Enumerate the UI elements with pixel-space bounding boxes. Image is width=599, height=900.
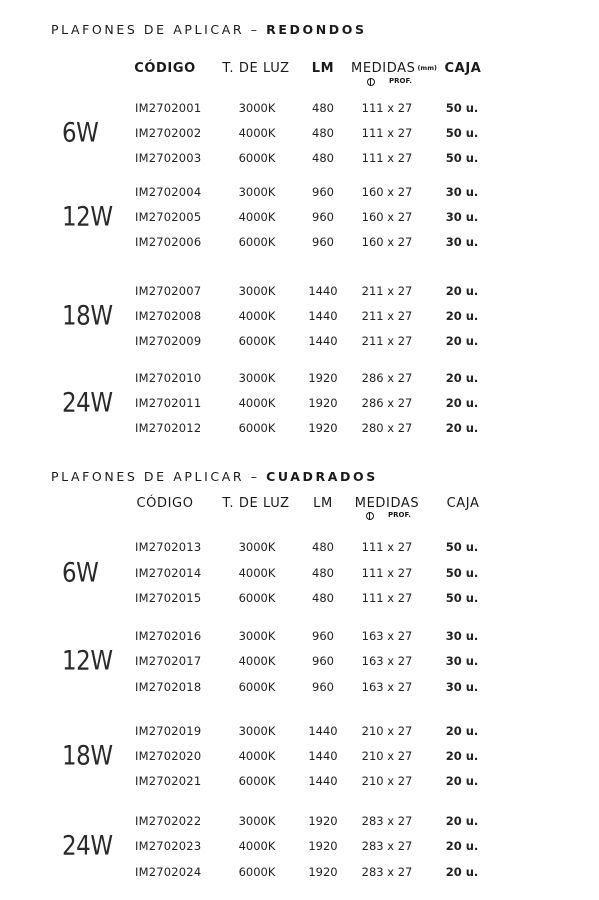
column-header-lm: LM <box>311 61 335 76</box>
dimensions: 210 x 27 <box>361 724 413 738</box>
dimensions: 111 x 27 <box>361 126 413 140</box>
lumens: 1920 <box>308 396 338 410</box>
dimensions: 283 x 27 <box>361 865 413 879</box>
product-code: IM2702010 <box>135 371 202 385</box>
section-title-prefix: PLAFONES DE APLICAR – <box>51 22 260 37</box>
color-temperature: 3000K <box>238 185 276 199</box>
product-code: IM2702006 <box>135 235 202 249</box>
column-header-caja: CAJA <box>444 61 482 76</box>
product-code: IM2702002 <box>135 126 202 140</box>
product-code: IM2702021 <box>135 774 202 788</box>
section-title <box>51 22 367 37</box>
box-quantity: 20 u. <box>445 309 479 323</box>
box-quantity: 30 u. <box>445 629 479 643</box>
product-code: IM2702015 <box>135 591 202 605</box>
box-quantity: 20 u. <box>445 724 479 738</box>
lumens: 960 <box>312 185 334 199</box>
box-quantity: 20 u. <box>445 371 479 385</box>
wattage-label: 24W <box>62 387 113 419</box>
lumens: 1440 <box>308 774 338 788</box>
box-quantity: 20 u. <box>445 839 479 853</box>
dimensions: 286 x 27 <box>361 371 413 385</box>
column-header-codigo: CÓDIGO <box>134 61 196 76</box>
product-code: IM2702009 <box>135 334 202 348</box>
lumens: 1440 <box>308 284 338 298</box>
color-temperature: 4000K <box>238 396 276 410</box>
color-temperature: 4000K <box>238 126 276 140</box>
product-code: IM2702003 <box>135 151 202 165</box>
box-quantity: 50 u. <box>445 101 479 115</box>
dimensions: 111 x 27 <box>361 151 413 165</box>
box-quantity: 30 u. <box>445 185 479 199</box>
dimensions: 280 x 27 <box>361 421 413 435</box>
lumens: 960 <box>312 680 334 694</box>
product-code: IM2702020 <box>135 749 202 763</box>
product-code: IM2702014 <box>135 566 202 580</box>
product-code: IM2702005 <box>135 210 202 224</box>
wattage-label: 12W <box>62 201 113 233</box>
lumens: 960 <box>312 629 334 643</box>
lumens: 1920 <box>308 865 338 879</box>
color-temperature: 4000K <box>238 566 276 580</box>
box-quantity: 20 u. <box>445 284 479 298</box>
lumens: 1920 <box>308 839 338 853</box>
dimensions: 163 x 27 <box>361 629 413 643</box>
color-temperature: 6000K <box>238 774 276 788</box>
product-code: IM2702017 <box>135 654 202 668</box>
product-code: IM2702008 <box>135 309 202 323</box>
lumens: 480 <box>312 151 334 165</box>
dimensions: 163 x 27 <box>361 654 413 668</box>
column-header-caja: CAJA <box>446 496 480 511</box>
color-temperature: 3000K <box>238 371 276 385</box>
dimensions: 283 x 27 <box>361 839 413 853</box>
box-quantity: 20 u. <box>445 334 479 348</box>
product-code: IM2702024 <box>135 865 202 879</box>
box-quantity: 20 u. <box>445 421 479 435</box>
product-code: IM2702023 <box>135 839 202 853</box>
wattage-label: 18W <box>62 300 113 332</box>
product-code: IM2702018 <box>135 680 202 694</box>
color-temperature: 3000K <box>238 629 276 643</box>
box-quantity: 50 u. <box>445 540 479 554</box>
box-quantity: 20 u. <box>445 396 479 410</box>
box-quantity: 30 u. <box>445 210 479 224</box>
dimensions: 111 x 27 <box>361 566 413 580</box>
box-quantity: 50 u. <box>445 566 479 580</box>
wattage-label: 6W <box>62 557 99 589</box>
color-temperature: 4000K <box>238 749 276 763</box>
product-code: IM2702016 <box>135 629 202 643</box>
lumens: 960 <box>312 235 334 249</box>
column-header-t-luz: T. DE LUZ <box>222 61 290 76</box>
section-title <box>51 469 378 484</box>
color-temperature: 3000K <box>238 724 276 738</box>
dimensions: 111 x 27 <box>361 591 413 605</box>
lumens: 960 <box>312 210 334 224</box>
dimensions: 111 x 27 <box>361 101 413 115</box>
color-temperature: 6000K <box>238 235 276 249</box>
color-temperature: 3000K <box>238 101 276 115</box>
lumens: 480 <box>312 591 334 605</box>
dimensions: 283 x 27 <box>361 814 413 828</box>
wattage-label: 6W <box>62 117 99 149</box>
product-code: IM2702001 <box>135 101 202 115</box>
lumens: 480 <box>312 126 334 140</box>
dimensions: 211 x 27 <box>361 284 413 298</box>
dimensions: 160 x 27 <box>361 235 413 249</box>
dimensions: 211 x 27 <box>361 309 413 323</box>
lumens: 1440 <box>308 724 338 738</box>
product-code: IM2702013 <box>135 540 202 554</box>
product-code: IM2702022 <box>135 814 202 828</box>
lumens: 480 <box>312 566 334 580</box>
medidas-label: MEDIDAS <box>351 61 416 76</box>
section-title-type: CUADRADOS <box>266 469 378 484</box>
product-code: IM2702004 <box>135 185 202 199</box>
lumens: 1440 <box>308 749 338 763</box>
medidas-label: MEDIDAS <box>354 496 420 511</box>
box-quantity: 30 u. <box>445 680 479 694</box>
lumens: 1920 <box>308 371 338 385</box>
box-quantity: 20 u. <box>445 865 479 879</box>
box-quantity: 50 u. <box>445 591 479 605</box>
dimensions: 211 x 27 <box>361 334 413 348</box>
column-header-codigo: CÓDIGO <box>136 496 194 511</box>
box-quantity: 30 u. <box>445 235 479 249</box>
product-code: IM2702019 <box>135 724 202 738</box>
box-quantity: 50 u. <box>445 151 479 165</box>
box-quantity: 50 u. <box>445 126 479 140</box>
section-title-prefix: PLAFONES DE APLICAR – <box>51 469 260 484</box>
box-quantity: 20 u. <box>445 814 479 828</box>
wattage-label: 24W <box>62 830 113 862</box>
color-temperature: 3000K <box>238 814 276 828</box>
medidas-unit: (mm) <box>417 64 437 72</box>
column-header-t-luz: T. DE LUZ <box>222 496 290 511</box>
dimensions: 210 x 27 <box>361 774 413 788</box>
wattage-label: 18W <box>62 740 113 772</box>
dimensions: 163 x 27 <box>361 680 413 694</box>
product-code: IM2702007 <box>135 284 202 298</box>
section-title-type: REDONDOS <box>266 22 367 37</box>
product-code: IM2702011 <box>135 396 202 410</box>
color-temperature: 3000K <box>238 284 276 298</box>
color-temperature: 4000K <box>238 839 276 853</box>
box-quantity: 30 u. <box>445 654 479 668</box>
color-temperature: 3000K <box>238 540 276 554</box>
lumens: 1920 <box>308 421 338 435</box>
color-temperature: 6000K <box>238 865 276 879</box>
color-temperature: 6000K <box>238 421 276 435</box>
color-temperature: 6000K <box>238 151 276 165</box>
column-header-lm: LM <box>313 496 333 511</box>
dimensions: 210 x 27 <box>361 749 413 763</box>
lumens: 1440 <box>308 309 338 323</box>
dimensions: 111 x 27 <box>361 540 413 554</box>
lumens: 480 <box>312 540 334 554</box>
color-temperature: 4000K <box>238 309 276 323</box>
dimensions: 286 x 27 <box>361 396 413 410</box>
color-temperature: 6000K <box>238 591 276 605</box>
lumens: 960 <box>312 654 334 668</box>
product-code: IM2702012 <box>135 421 202 435</box>
diameter-icon <box>366 512 374 520</box>
lumens: 480 <box>312 101 334 115</box>
prof-label: PROF. <box>389 77 412 85</box>
column-header-medidas <box>355 496 419 511</box>
column-header-medidas <box>351 61 437 76</box>
lumens: 1920 <box>308 814 338 828</box>
color-temperature: 6000K <box>238 680 276 694</box>
diameter-icon <box>367 78 375 86</box>
box-quantity: 20 u. <box>445 749 479 763</box>
wattage-label: 12W <box>62 645 113 677</box>
box-quantity: 20 u. <box>445 774 479 788</box>
dimensions: 160 x 27 <box>361 210 413 224</box>
color-temperature: 6000K <box>238 334 276 348</box>
dimensions: 160 x 27 <box>361 185 413 199</box>
lumens: 1440 <box>308 334 338 348</box>
color-temperature: 4000K <box>238 654 276 668</box>
color-temperature: 4000K <box>238 210 276 224</box>
prof-label: PROF. <box>388 511 411 519</box>
